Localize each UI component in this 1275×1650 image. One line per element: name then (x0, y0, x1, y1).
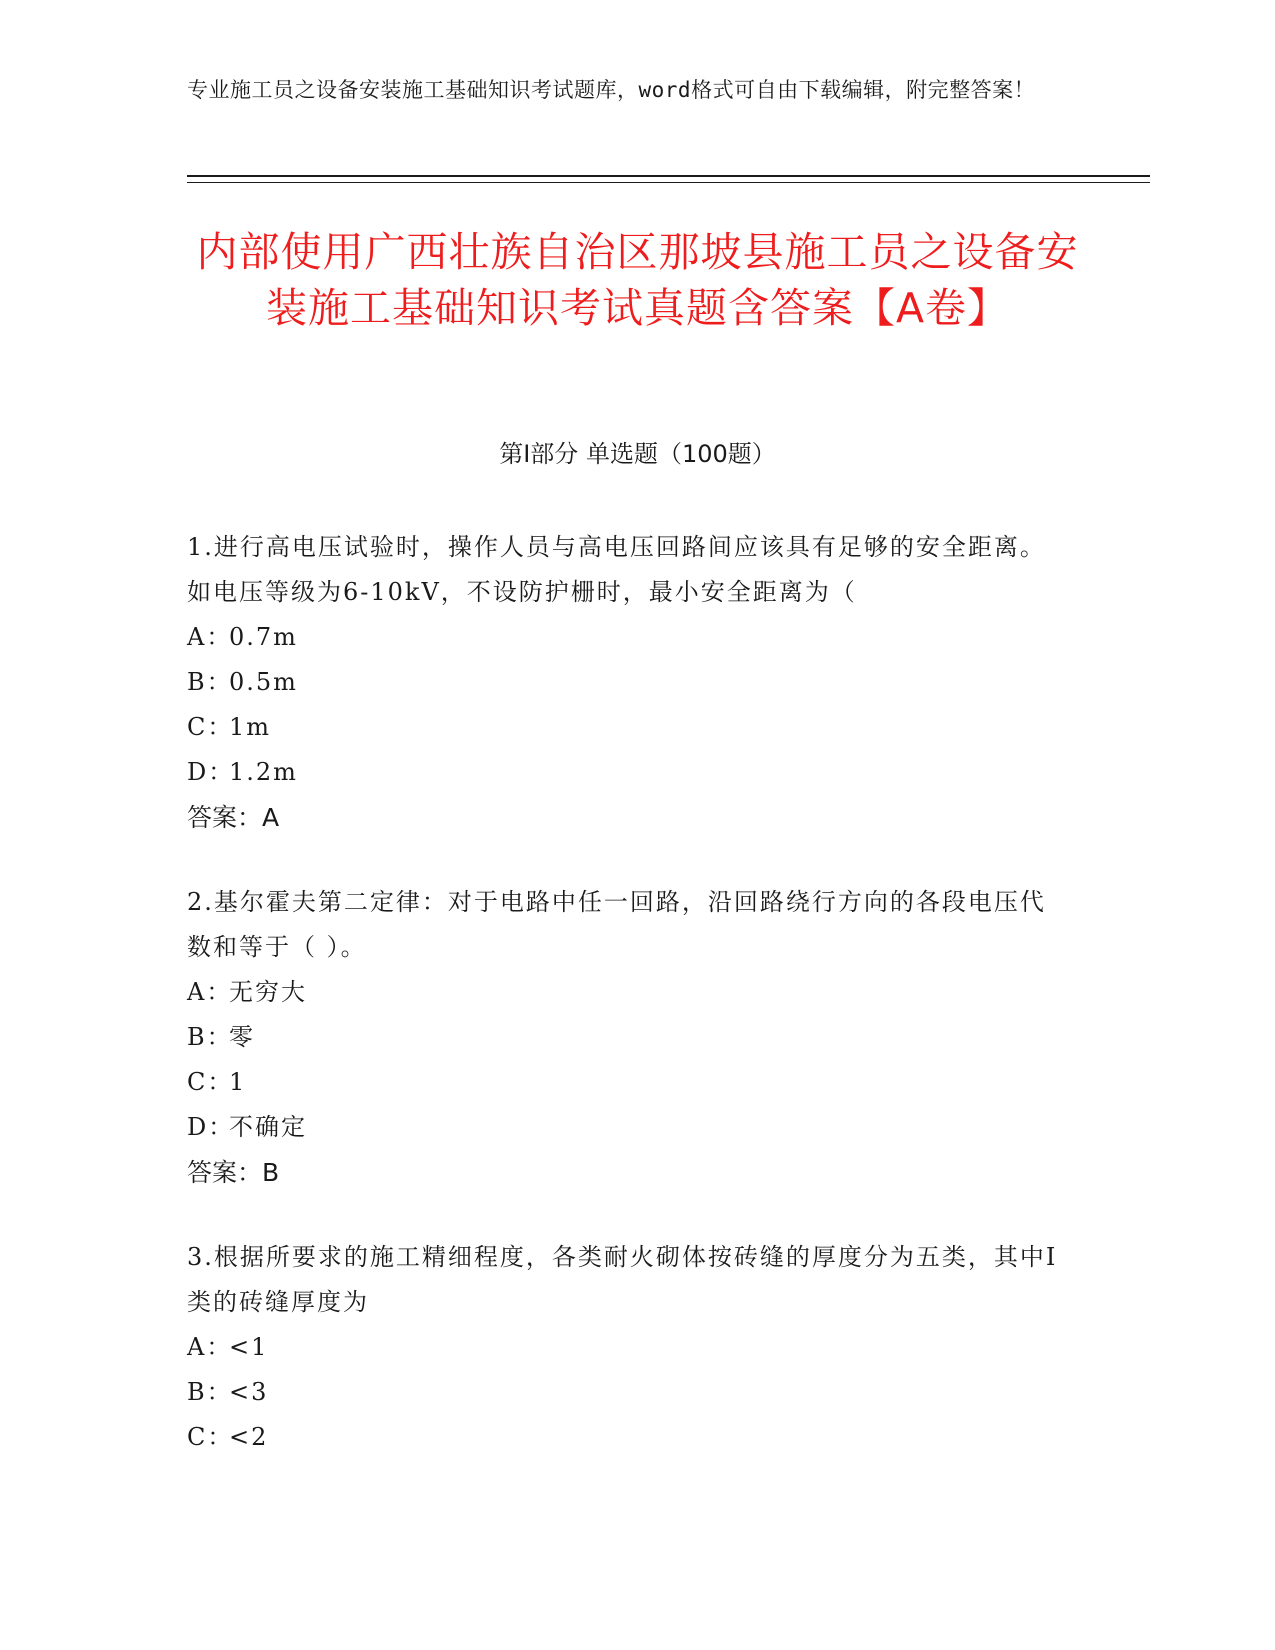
option-b (187, 660, 1067, 705)
option-a (187, 615, 1067, 660)
option-c (187, 1060, 1067, 1105)
option-text: 不确定 (229, 1113, 307, 1141)
question-2 (187, 880, 1067, 1195)
option-key: C： (187, 713, 234, 741)
option-text: 0.7m (229, 623, 298, 651)
option-d (187, 750, 1067, 795)
question-stem: 2.基尔霍夫第二定律：对于电路中任一回路，沿回路绕行方向的各段电压代数和等于（ ）。 (187, 888, 1046, 961)
option-text: 1.2m (229, 758, 298, 786)
option-text: 1m (229, 713, 272, 741)
option-text: <2 (229, 1423, 269, 1451)
question-list (187, 525, 1067, 1500)
option-key: A： (187, 623, 233, 651)
option-text: <1 (229, 1333, 269, 1361)
option-key: C： (187, 1423, 234, 1451)
question-stem: 1.进行高电压试验时，操作人员与高电压回路间应该具有足够的安全距离。如电压等级为6-10kV，不设防护栅时，最小安全距离为（ (187, 533, 1046, 606)
option-key: D： (187, 1113, 235, 1141)
header-note: 专业施工员之设备安装施工基础知识考试题库，word格式可自由下载编辑，附完整答案！ (187, 78, 1036, 102)
option-key: B： (187, 1023, 233, 1051)
option-key: A： (187, 1333, 233, 1361)
option-key: B： (187, 1378, 233, 1406)
option-b (187, 1370, 1067, 1415)
option-text: <3 (229, 1378, 269, 1406)
option-key: D： (187, 758, 235, 786)
section-heading: 第Ⅰ部分 单选题（100题） (499, 440, 776, 468)
option-text: 无穷大 (229, 978, 307, 1006)
option-key: A： (187, 978, 233, 1006)
option-c (187, 705, 1067, 750)
answer-line: 答案：A (187, 803, 280, 832)
option-text: 1 (229, 1068, 247, 1096)
question-3 (187, 1235, 1067, 1460)
question-stem: 3.根据所要求的施工精细程度，各类耐火砌体按砖缝的厚度分为五类，其中Ⅰ类的砖缝厚度为 (187, 1243, 1058, 1316)
header-divider-thin (187, 182, 1150, 183)
question-1 (187, 525, 1067, 840)
option-c (187, 1415, 1067, 1460)
option-d (187, 1105, 1067, 1150)
option-a (187, 1325, 1067, 1370)
option-b (187, 1015, 1067, 1060)
document-title: 内部使用广西壮族自治区那坡县施工员之设备安装施工基础知识考试真题含答案【A卷】 (196, 228, 1079, 332)
option-key: C： (187, 1068, 234, 1096)
option-text: 0.5m (229, 668, 298, 696)
option-key: B： (187, 668, 233, 696)
answer-line: 答案：B (187, 1158, 280, 1187)
option-text: 零 (229, 1023, 255, 1051)
option-a (187, 970, 1067, 1015)
header-divider (187, 175, 1150, 177)
